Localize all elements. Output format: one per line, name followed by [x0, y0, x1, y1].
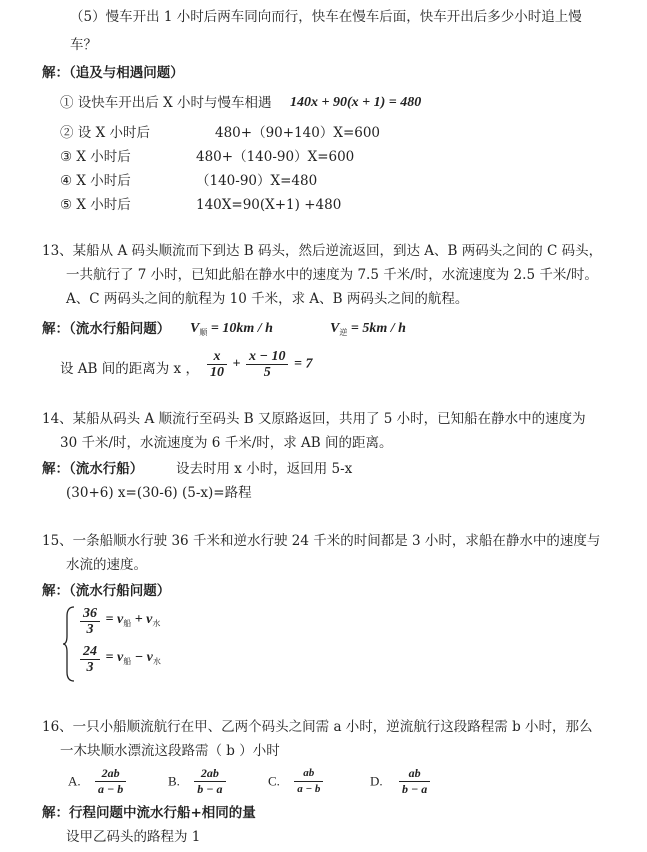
- step-3-equation: 480+（140-90）X=600: [196, 149, 355, 165]
- problem-5-line-1: （5）慢车开出 1 小时后两车同向而行，快车在慢车后面，快车开出后多少小时追上慢: [70, 9, 582, 25]
- q16-line-2: 一木块顺水漂流这段路需（ b ）小时: [60, 743, 280, 759]
- q14-solution-label: 解：（流水行船）: [42, 461, 144, 477]
- q13-fraction-2: $\frac{x - 10}{5}$: [246, 349, 288, 380]
- step-4-text: ④ X 小时后: [60, 173, 131, 189]
- q13-equation: $\frac{x}{10}$ + $\frac{x - 10}{5}$ = 7: [205, 349, 312, 380]
- q16-option-b: B. $\frac{2ab}{b - a}$: [168, 766, 228, 797]
- step-2-equation: 480+（90+140）X=600: [215, 125, 381, 141]
- q13-line-1: 13、某船从 A 码头顺流而下到达 B 码头，然后逆流返回，到达 A、B 两码头之间的 C 码头，: [42, 243, 603, 259]
- q13-fraction-1: $\frac{x}{10}$: [207, 349, 227, 380]
- q13-line-3: A、C 两码头之间的航程为 10 千米，求 A、B 两码头之间的航程。: [66, 291, 469, 307]
- q14-line-1: 14、某船从码头 A 顺流行至码头 B 又原路返回，共用了 5 小时，已知船在静水中的速度为: [42, 411, 586, 427]
- q16-line-1: 16、一只小船顺流航行在甲、乙两个码头之间需 a 小时，逆流航行这段路程需 b 小时，那么: [42, 719, 593, 735]
- problem-5-solution-label: 解：（追及与相遇问题）: [42, 65, 184, 81]
- q16-solution-text: 设甲乙码头的路程为 1: [66, 829, 201, 845]
- step-2-text: ② 设 X 小时后: [60, 125, 150, 141]
- problem-5-line-2: 车？: [70, 37, 97, 53]
- q16-option-c: C. $\frac{ab}{a - b}$: [268, 766, 325, 797]
- q15-system-brace: [62, 606, 76, 682]
- q13-setup-text: 设 AB 间的距离为 x ，: [60, 361, 199, 377]
- step-4-equation: （140-90）X=480: [196, 173, 318, 189]
- q14-solution-text: 设去时用 x 小时，返回用 5-x: [176, 461, 353, 477]
- q13-line-2: 一共航行了 7 小时，已知此船在静水中的速度为 7.5 千米/时，水流速度为 2.5 千米/时。: [66, 267, 598, 283]
- q13-v-upstream: $V_逆 = 5km / h$: [330, 321, 406, 337]
- q15-line-2: 水流的速度。: [66, 557, 147, 573]
- q16-option-a: A. $\frac{2ab}{a - b}$: [68, 766, 128, 797]
- q15-equation-1: $\frac{36}{3}$ = $v_船 + v_水$: [78, 606, 160, 637]
- q16-solution-label: 解：行程问题中流水行船+相同的量: [42, 805, 256, 821]
- step-3-text: ③ X 小时后: [60, 149, 131, 165]
- q14-line-2: 30 千米/时，水流速度为 6 千米/时，求 AB 间的距离。: [60, 435, 393, 451]
- q16-option-d: D. $\frac{ab}{b - a}$: [370, 766, 432, 797]
- step-1-text: ① 设快车开出后 X 小时与慢车相遇: [60, 95, 272, 111]
- step-5-equation: 140X=90(X+1) +480: [196, 197, 342, 213]
- q13-v-downstream: $V_顺 = 10km / h$: [190, 321, 273, 337]
- q13-solution-label: 解：（流水行船问题）: [42, 321, 171, 337]
- q15-solution-label: 解：（流水行船问题）: [42, 583, 171, 599]
- q14-equation: (30+6) x=(30-6) (5-x)=路程: [66, 485, 252, 501]
- q15-line-1: 15、一条船顺水行驶 36 千米和逆水行驶 24 千米的时间都是 3 小时，求船在静水中的速度与: [42, 533, 601, 549]
- step-5-text: ⑤ X 小时后: [60, 197, 131, 213]
- q15-equation-2: $\frac{24}{3}$ = $v_船 - v_水$: [78, 644, 161, 675]
- step-1-equation: 140x + 90(x + 1) = 480: [290, 95, 422, 110]
